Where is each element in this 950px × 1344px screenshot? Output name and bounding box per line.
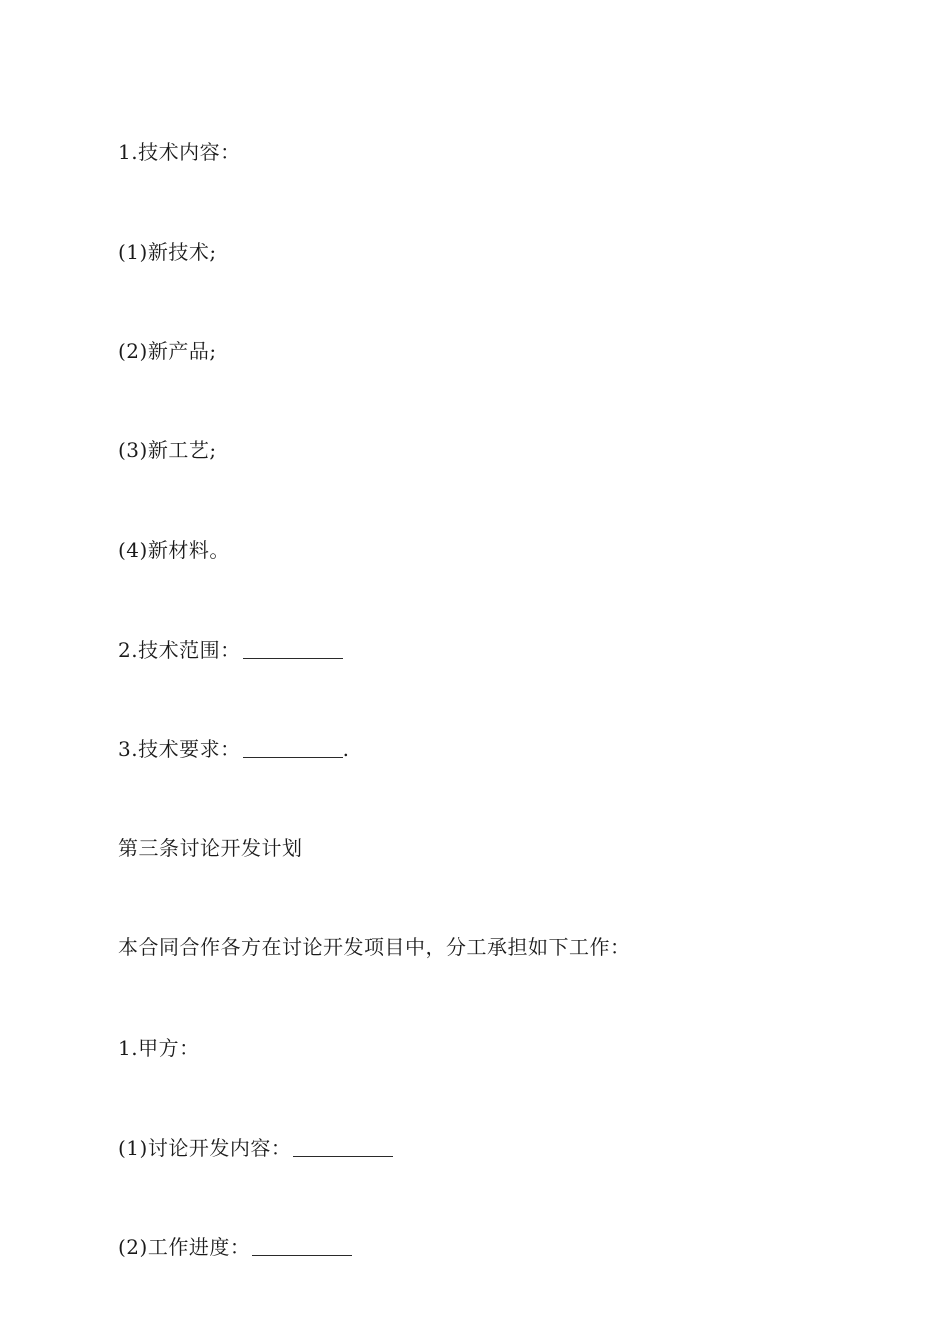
field-work-progress [118,1233,352,1261]
list-item-new-material [118,536,230,564]
section-heading-technical-content [118,138,241,166]
paragraph-division-of-work [118,933,631,961]
list-item-new-process [118,436,217,464]
field-research-content [118,1134,393,1162]
field-label: (2)工作进度： [118,1235,251,1259]
field-label: 2.技术范围： [118,638,241,662]
fill-in-blank[interactable] [252,1253,352,1256]
line-text: 本合同合作各方在讨论开发项目中，分工承担如下工作： [118,935,631,959]
party-a-heading [118,1034,200,1062]
field-technical-scope [118,636,343,664]
line-text: 1.技术内容： [118,140,241,164]
article-heading-research-plan [118,834,303,862]
field-label: 3.技术要求： [118,737,241,761]
line-text: (3)新工艺; [118,438,217,462]
line-text: 1.甲方： [118,1036,200,1060]
fill-in-blank[interactable] [293,1154,393,1157]
line-text: 第三条讨论开发计划 [118,836,303,860]
line-text: (2)新产品; [118,339,217,363]
line-text: (1)新技术; [118,240,217,264]
list-item-new-product [118,337,217,365]
fill-in-blank[interactable] [243,755,343,758]
field-technical-requirements [118,735,349,763]
list-item-new-technology [118,238,217,266]
trailing-period: . [342,737,350,761]
field-label: (1)讨论开发内容： [118,1136,292,1160]
fill-in-blank[interactable] [243,656,343,659]
line-text: (4)新材料。 [118,538,230,562]
